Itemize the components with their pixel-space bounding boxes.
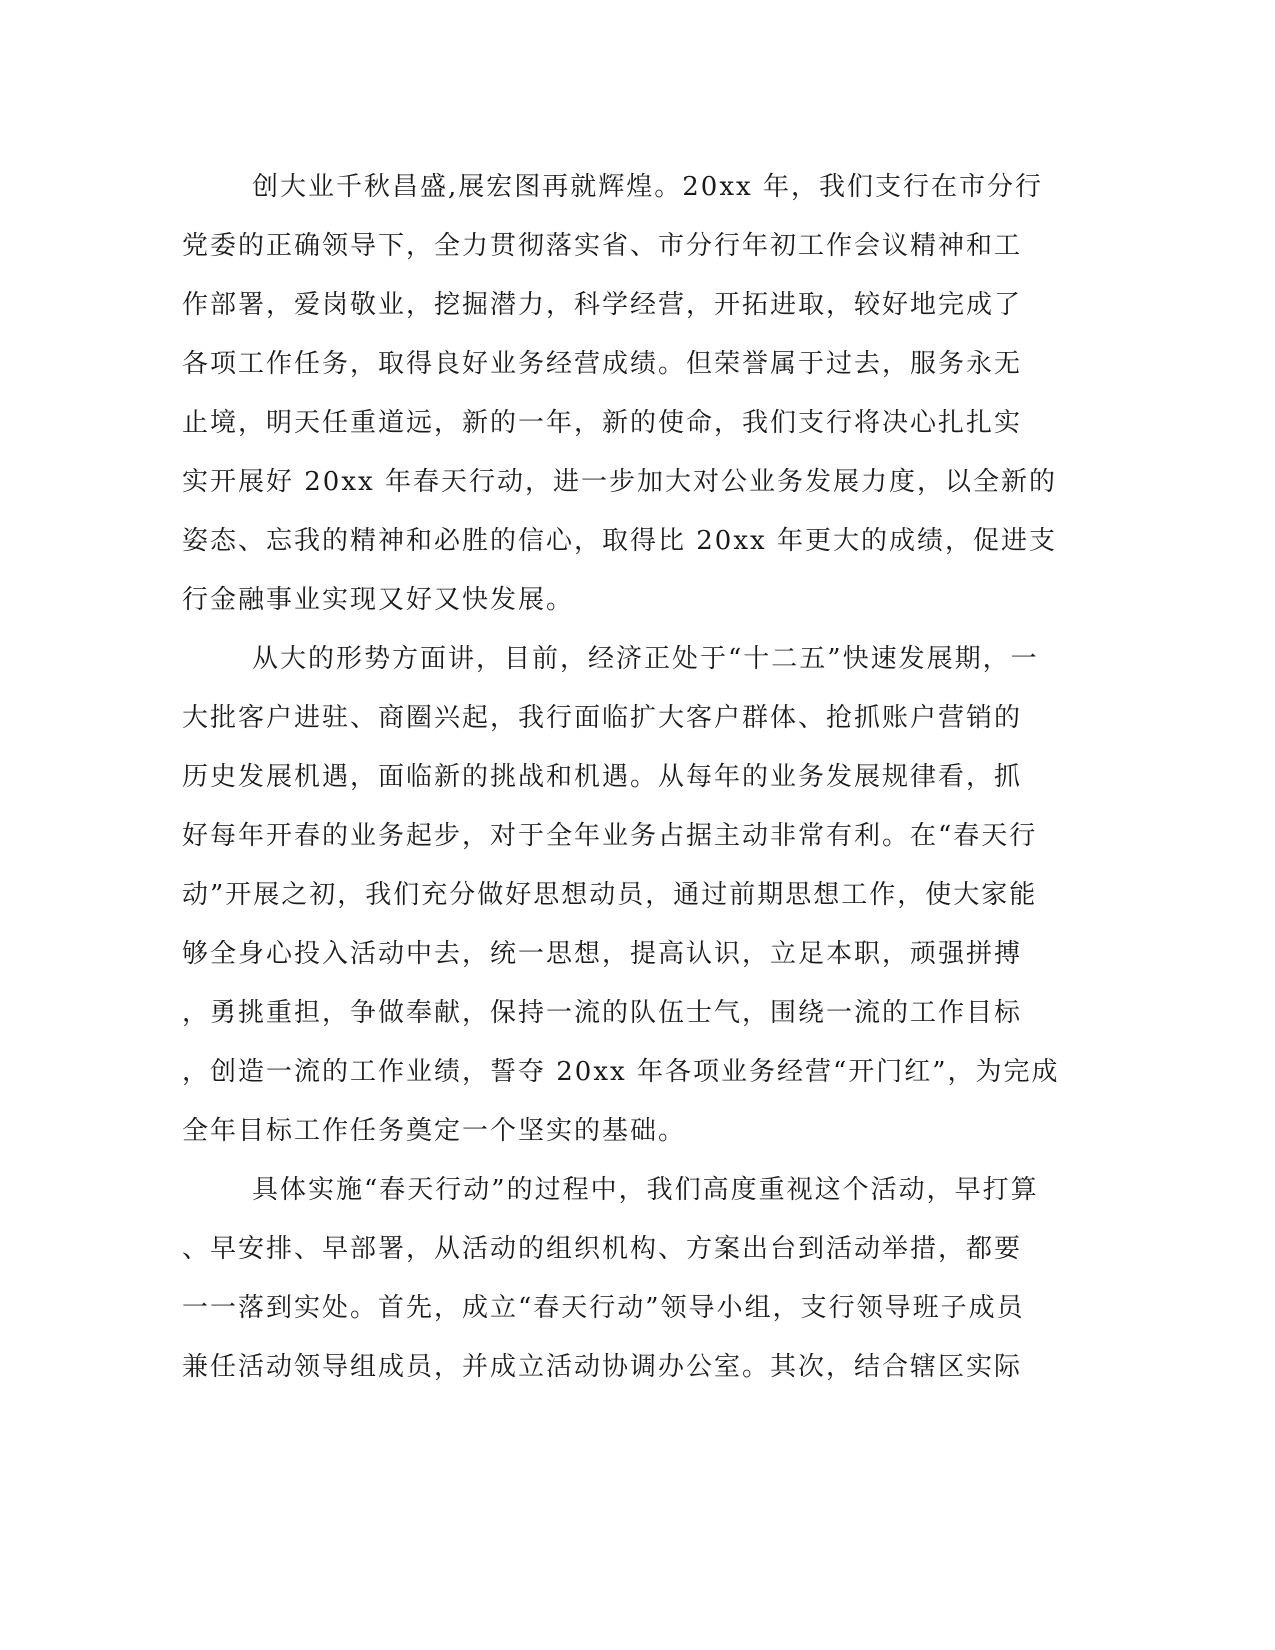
paragraph-line: 姿态、忘我的精神和必胜的信心，取得比 20xx 年更大的成绩，促进支 <box>182 526 1057 556</box>
paragraph-line: ，勇挑重担，争做奉献，保持一流的队伍士气，围绕一流的工作目标 <box>182 998 1023 1028</box>
paragraph-3 <box>182 1161 1042 1397</box>
paragraph-line: 作部署，爱岗敬业，挖掘潜力，科学经营，开拓进取，较好地完成了 <box>182 290 1023 320</box>
paragraph-line: 兼任活动领导组成员，并成立活动协调办公室。其次，结合辖区实际 <box>182 1352 1023 1382</box>
paragraph-line: 实开展好 20xx 年春天行动，进一步加大对公业务发展力度，以全新的 <box>182 467 1057 497</box>
paragraph-line: 全年目标工作任务奠定一个坚实的基础。 <box>182 1116 687 1146</box>
document-body <box>182 158 1060 1397</box>
paragraph-line: 党委的正确领导下，全力贯彻落实省、市分行年初工作会议精神和工 <box>182 231 1023 261</box>
paragraph-line: 大批客户进驻、商圈兴起，我行面临扩大客户群体、抢抓账户营销的 <box>182 703 1023 733</box>
paragraph-line: 动”开展之初，我们充分做好思想动员，通过前期思想工作，使大家能 <box>182 880 1038 910</box>
paragraph-1 <box>182 158 1057 630</box>
paragraph-2 <box>182 630 1060 1161</box>
paragraph-line: 好每年开春的业务起步，对于全年业务占据主动非常有利。在“春天行 <box>182 821 1038 851</box>
paragraph-line: 各项工作任务，取得良好业务经营成绩。但荣誉属于过去，服务永无 <box>182 349 1023 379</box>
paragraph-line: 创大业千秋昌盛,展宏图再就辉煌。20xx 年，我们支行在市分行 <box>252 172 1043 202</box>
paragraph-line: 历史发展机遇，面临新的挑战和机遇。从每年的业务发展规律看，抓 <box>182 762 1023 792</box>
paragraph-line: 具体实施“春天行动”的过程中，我们高度重视这个活动，早打算 <box>252 1175 1039 1205</box>
paragraph-line: 一一落到实处。首先，成立“春天行动”领导小组，支行领导班子成员 <box>182 1293 1025 1323</box>
paragraph-line: 止境，明天任重道远，新的一年，新的使命，我们支行将决心扎扎实 <box>182 408 1023 438</box>
paragraph-line: 从大的形势方面讲，目前，经济正处于“十二五”快速发展期，一 <box>252 644 1039 674</box>
paragraph-line: ，创造一流的工作业绩，誓夺 20xx 年各项业务经营“开门红”，为完成 <box>182 1057 1060 1087</box>
paragraph-line: 够全身心投入活动中去，统一思想，提高认识，立足本职，顽强拼搏 <box>182 939 1023 969</box>
paragraph-line: 行金融事业实现又好又快发展。 <box>182 585 575 615</box>
paragraph-line: 、早安排、早部署，从活动的组织机构、方案出台到活动举措，都要 <box>182 1234 1023 1264</box>
